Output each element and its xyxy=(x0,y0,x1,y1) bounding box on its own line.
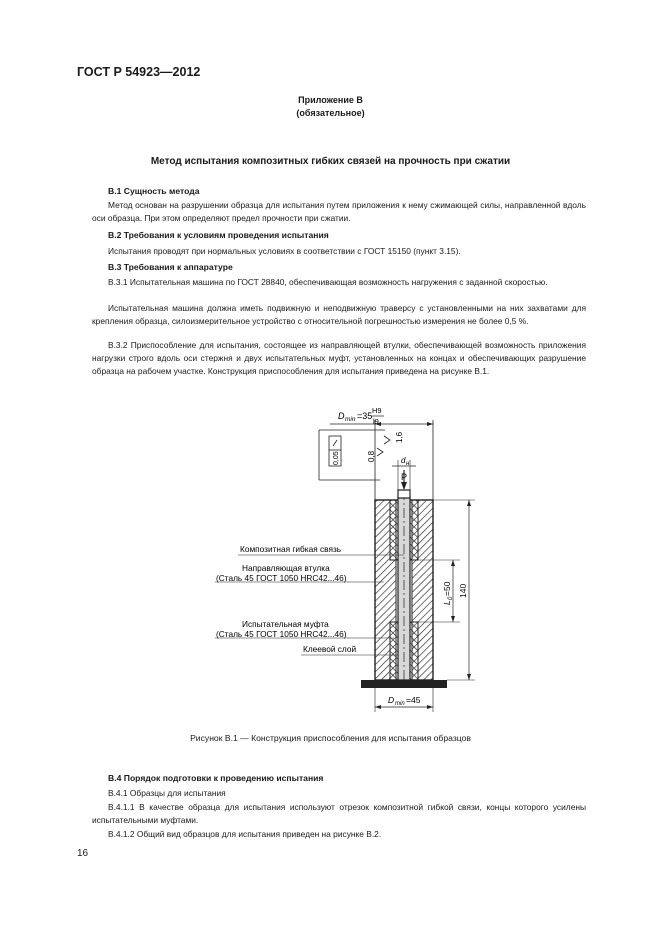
l0-subscript: 0 xyxy=(448,596,454,600)
appendix-title: Приложение В xyxy=(298,95,363,105)
dmin-bottom-symbol: D xyxy=(388,695,395,705)
dmin-top-subscript: min xyxy=(345,416,356,423)
load-cap xyxy=(398,490,410,498)
section-b2-text: Испытания проводят при нормальных условиях в соответствии с ГОСТ 15150 (пункт 3.15). xyxy=(108,246,461,256)
section-b31-text: В.3.1 Испытательная машина по ГОСТ 28840, обеспечивающая возможность нагружения с заданной скоростью. xyxy=(108,277,548,287)
method-title: Метод испытания композитных гибких связей на прочность при сжатии xyxy=(150,156,511,167)
section-b411-text: В.4.1.1 В качестве образца для испытания используют отрезок композитной гибкой связи, концы которого усилены испытательными муфтами. xyxy=(92,802,586,826)
page-number: 16 xyxy=(77,848,89,859)
label-guide-material: (Сталь 45 ГОСТ 1050 HRC42...46) xyxy=(216,573,347,583)
height-value: 140 xyxy=(458,583,468,598)
appendix-status: (обязательное) xyxy=(296,108,365,118)
label-coupling-material: (Сталь 45 ГОСТ 1050 HRC42...46) xyxy=(216,629,347,639)
dmin-top-value: =35 xyxy=(357,411,373,421)
load-label: P xyxy=(401,472,408,482)
dmin-bottom-subscript: min xyxy=(395,701,405,707)
section-b1-heading: В.1 Сущность метода xyxy=(108,186,200,196)
label-test-coupling: Испытательная муфта xyxy=(242,619,329,629)
dmin-top-symbol: D xyxy=(338,411,345,421)
tolerance-value: 0,05 xyxy=(333,451,340,465)
l0-value: =50 xyxy=(442,581,452,596)
section-b3-heading: В.3 Требования к аппаратуре xyxy=(108,262,233,272)
section-b32-text: В.3.2 Приспособление для испытания, состоящее из направляющей втулки, обеспечивающей возможность приложения нагрузки строго вдоль оси стержня и двух испытательных муфт, установленных на концах и обеспечивающих разрушение образца на рабочем участке. Конструкция приспособления для испытания приведена на рисунке В.1. xyxy=(92,340,586,377)
label-composite-link: Композитная гибкая связь xyxy=(240,544,342,554)
test-fixture-drawing xyxy=(0,395,661,725)
diameter-symbol: d xyxy=(401,456,406,465)
l0-symbol: L xyxy=(442,600,452,605)
base-plate xyxy=(361,680,447,688)
section-b41-text: В.4.1 Образцы для испытания xyxy=(108,788,226,798)
label-guide-bushing: Направляющая втулка xyxy=(242,563,330,573)
section-b31b-text: Испытательная машина должна иметь подвижную и неподвижную траверсу с установленными на них захватами для крепления образца, силоизмерительное устройство с относительной погрешностью измерения не более 0,5 %. xyxy=(92,303,586,327)
section-b1-text: Метод основан на разрушении образца для испытания путем приложения к нему сжимающей силы, направленной вдоль оси образца. При этом определяют предел прочности при сжатии. xyxy=(92,200,586,224)
section-b2-heading: В.2 Требования к условиям проведения испытания xyxy=(108,230,329,240)
document-code: ГОСТ Р 54923—2012 xyxy=(77,65,201,79)
section-b412-text: В.4.1.2 Общий вид образцов для испытания приведен на рисунке В.2. xyxy=(108,829,382,839)
section-b4-heading: В.4 Порядок подготовки к проведению испытания xyxy=(108,773,324,783)
figure-caption: Рисунок В.1 — Конструкция приспособления для испытания образцов xyxy=(190,733,471,743)
dmin-bottom-value: =45 xyxy=(406,695,421,705)
fit-upper: H9 xyxy=(372,406,382,415)
diameter-subscript: н xyxy=(406,461,410,467)
roughness-08: 0,8 xyxy=(367,450,376,462)
roughness-16: 1,6 xyxy=(395,431,404,443)
fit-lower: l9 xyxy=(373,417,379,426)
label-adhesive-layer: Клеевой слой xyxy=(303,644,357,654)
